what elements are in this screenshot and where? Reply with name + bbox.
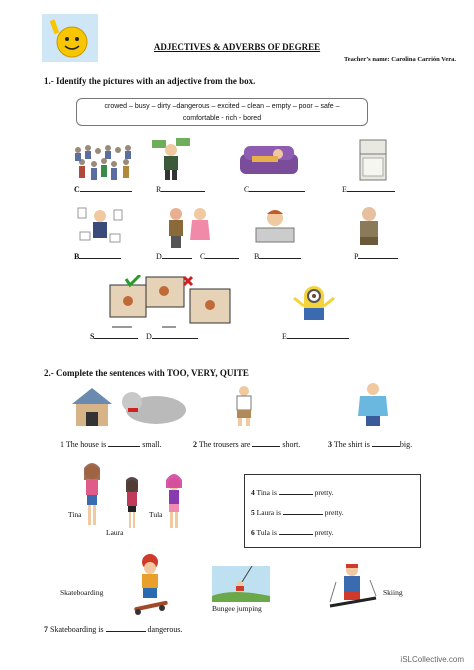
sentence-3-blank[interactable] [372, 440, 400, 449]
bored-boy-picture [252, 206, 298, 246]
word-box [76, 98, 368, 126]
boy-big-shirt-picture [356, 382, 390, 428]
name-tula: Tula [149, 510, 163, 519]
answer-row1-3[interactable]: C [244, 184, 305, 194]
busy-man-picture [74, 204, 126, 248]
bungee-jumping-picture [212, 566, 270, 602]
worksheet-title: ADJECTIVES & ADVERBS OF DEGREE [153, 42, 321, 52]
sentence-1-blank[interactable] [108, 440, 140, 449]
label-skiing: Skiing [383, 588, 403, 597]
word-box-line-2: comfortable - rich - bored [182, 115, 262, 122]
word-box-line-1: crowed – busy – dirty –dangerous – excited – clean – empty – poor – safe – [104, 103, 340, 110]
answer-row1-2[interactable]: R [156, 184, 205, 194]
girls-picture [66, 462, 198, 532]
answer-row3-1[interactable]: S [90, 331, 138, 341]
watermark: iSLCollective.com [400, 655, 464, 664]
name-laura: Laura [106, 528, 124, 537]
answer-row2-2[interactable]: D [156, 251, 192, 261]
dog-house-picture [70, 384, 196, 430]
minion-picture [290, 280, 338, 326]
sentence-3: 3 The shirt is big. [328, 440, 413, 449]
sentence-4-blank[interactable] [279, 488, 313, 497]
answer-row3-3[interactable]: E [282, 331, 349, 341]
sentence-6-blank[interactable] [279, 528, 313, 537]
sentence-7-blank[interactable] [106, 625, 146, 634]
sentences-box [244, 474, 421, 548]
poor-man-picture [352, 204, 386, 248]
label-bungee-jumping: Bungee jumping [212, 604, 262, 613]
answer-row3-2[interactable]: D [146, 331, 198, 341]
smiley-logo [42, 14, 98, 62]
answer-row1-4[interactable]: E [342, 184, 395, 194]
skateboarding-picture [128, 552, 174, 616]
answer-row2-3[interactable]: C [200, 251, 239, 261]
rich-man-picture [150, 136, 192, 182]
answer-row1-1[interactable]: C [74, 184, 132, 194]
sentence-2-blank[interactable] [252, 440, 280, 449]
man-short-trousers-picture [224, 384, 264, 428]
exercise-1-instruction: 1.- Identify the pictures with an adjective from the box. [44, 76, 256, 86]
sentence-6: 6 Tula is pretty. [251, 528, 334, 537]
name-tina: Tina [68, 510, 82, 519]
teacher-name: Teacher’s name: Carolina Carrión Vera. [344, 56, 456, 63]
skiing-picture [326, 560, 380, 612]
safe-dangerous-picture [104, 275, 240, 331]
dirty-and-clean-kids-picture [162, 204, 214, 250]
sentence-2: 2 The trousers are short. [193, 440, 301, 449]
sentence-5-blank[interactable] [283, 508, 323, 517]
fridge-picture [358, 138, 388, 182]
answer-row2-5[interactable]: P [354, 251, 398, 261]
answer-row2-1[interactable]: B [74, 251, 121, 261]
sofa-picture [238, 140, 300, 180]
label-skateboarding: Skateboarding [60, 588, 104, 597]
sentence-1: 1 The house is small. [60, 440, 162, 449]
exercise-2-instruction: 2.- Complete the sentences with TOO, VERY, QUITE [44, 368, 249, 378]
sentence-7: 7 Skateboarding is dangerous. [44, 625, 183, 634]
sentence-4: 4 Tina is pretty. [251, 488, 334, 497]
sentence-5: 5 Laura is pretty. [251, 508, 344, 517]
crowd-picture [70, 140, 138, 182]
answer-row2-4[interactable]: B [254, 251, 301, 261]
